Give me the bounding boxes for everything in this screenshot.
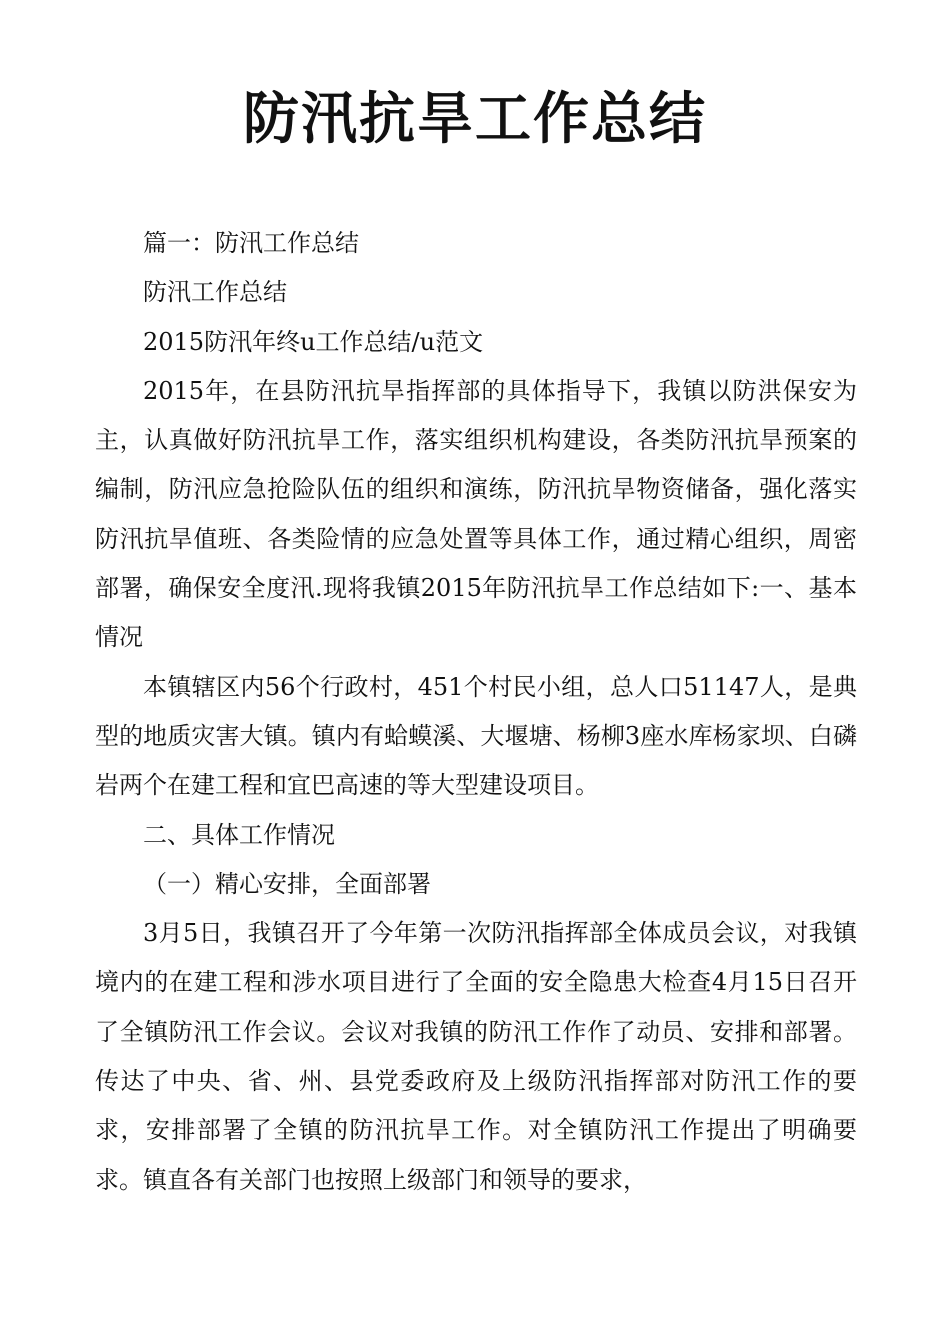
- document-body: [95, 219, 857, 1205]
- paragraph-source-line: 2015防汛年终u工作总结/u范文: [143, 327, 484, 356]
- paragraph-intro: 2015年，在县防汛抗旱指挥部的具体指导下，我镇以防洪保安为主，认真做好防汛抗旱工作，落实组织机构建设，各类防汛抗旱预案的编制，防汛应急抢险队伍的组织和演练，防汛抗旱物资储备，强化落实防汛抗旱值班、各类险情的应急处置等具体工作，通过精心组织，周密部署，确保安全度汛.现将我镇2015年防汛抗旱工作总结如下:一、基本情况: [95, 376, 857, 652]
- paragraph-meetings: 3月5日，我镇召开了今年第一次防汛指挥部全体成员会议，对我镇境内的在建工程和涉水项目进行了全面的安全隐患大检查4月15日召开了全镇防汛工作会议。会议对我镇的防汛工作作了动员、安排和部署。传达了中央、省、州、县党委政府及上级防汛指挥部对防汛工作的要求，安排部署了全镇的防汛抗旱工作。对全镇防汛工作提出了明确要求。镇直各有关部门也按照上级部门和领导的要求，: [95, 919, 857, 1194]
- paragraph-basic-situation: 本镇辖区内56个行政村，451个村民小组，总人口51147人，是典型的地质灾害大镇。镇内有蛤蟆溪、大堰塘、杨柳3座水库杨家坝、白磷岩两个在建工程和宜巴高速的等大型建设项目。: [95, 672, 857, 800]
- paragraph-subtitle: 防汛工作总结: [143, 278, 287, 307]
- document-title: 防汛抗旱工作总结: [243, 87, 707, 152]
- paragraph-chapter-heading: 篇一：防汛工作总结: [143, 229, 359, 257]
- subsection-heading-planning: （一）精心安排，全面部署: [143, 869, 431, 898]
- section-heading-work: 二、具体工作情况: [143, 820, 335, 849]
